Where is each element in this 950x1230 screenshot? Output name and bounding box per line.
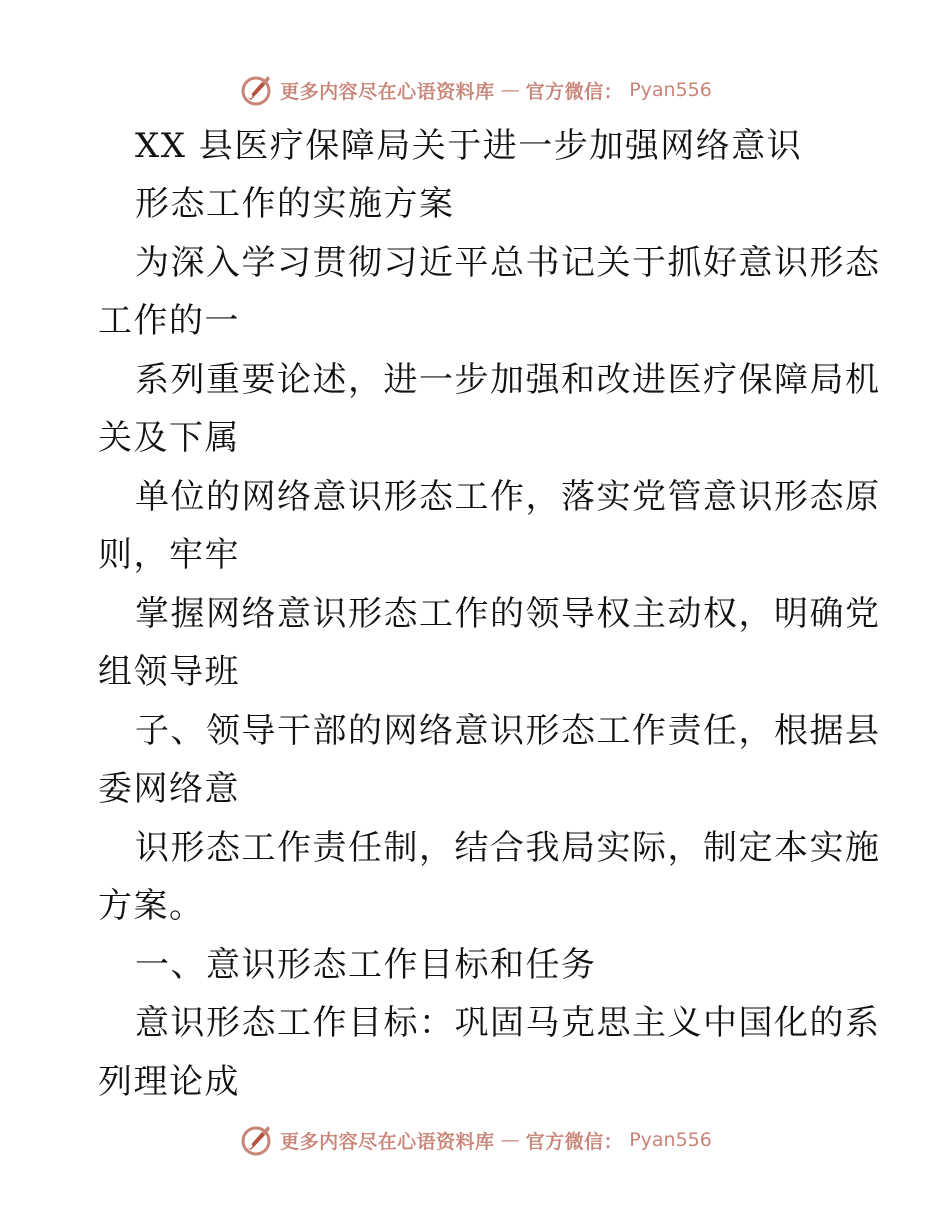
- watermark-wechat-label: 官方微信：: [525, 80, 624, 103]
- paragraph-line: 单位的网络意识形态工作，落实党管意识形态原: [135, 477, 881, 517]
- paragraph-line: 子、领导干部的网络意识形态工作责任，根据县: [135, 711, 881, 751]
- paragraph-line: 则，牢牢: [98, 535, 240, 575]
- watermark-banner-bottom: [0, 1120, 950, 1160]
- doc-title-line-2: 形态工作的实施方案: [135, 184, 455, 224]
- watermark-separator: —: [500, 79, 520, 101]
- paragraph-line: 为深入学习贯彻习近平总书记关于抓好意识形态: [135, 243, 881, 283]
- quill-circle-logo-icon: [238, 72, 274, 108]
- watermark-separator: —: [500, 1129, 520, 1151]
- watermark-site-text: 更多内容尽在心语资料库: [280, 80, 495, 103]
- section-line: 意识形态工作目标：巩固马克思主义中国化的系: [135, 1003, 881, 1043]
- watermark-wechat-id: Pyan556: [629, 79, 712, 101]
- watermark-site-text: 更多内容尽在心语资料库: [280, 1130, 495, 1153]
- section-heading: 一、意识形态工作目标和任务: [135, 945, 597, 985]
- paragraph-line: 工作的一: [98, 301, 240, 341]
- watermark-wechat-label: 官方微信：: [525, 1130, 624, 1153]
- paragraph-line: 掌握网络意识形态工作的领导权主动权，明确党: [135, 594, 881, 634]
- paragraph-line: 组领导班: [98, 652, 240, 692]
- paragraph-line: 关及下属: [98, 418, 240, 458]
- paragraph-line: 方案。: [98, 886, 205, 926]
- paragraph-line: 委网络意: [98, 769, 240, 809]
- paragraph-line: 系列重要论述，进一步加强和改进医疗保障局机: [135, 360, 881, 400]
- quill-circle-logo-icon: [238, 1122, 274, 1158]
- section-line: 列理论成: [98, 1062, 240, 1102]
- doc-title-line-1: XX 县医疗保障局关于进一步加强网络意识: [135, 126, 803, 166]
- watermark-banner-top: [0, 70, 950, 110]
- watermark-wechat-id: Pyan556: [629, 1129, 712, 1151]
- paragraph-line: 识形态工作责任制，结合我局实际，制定本实施: [135, 828, 881, 868]
